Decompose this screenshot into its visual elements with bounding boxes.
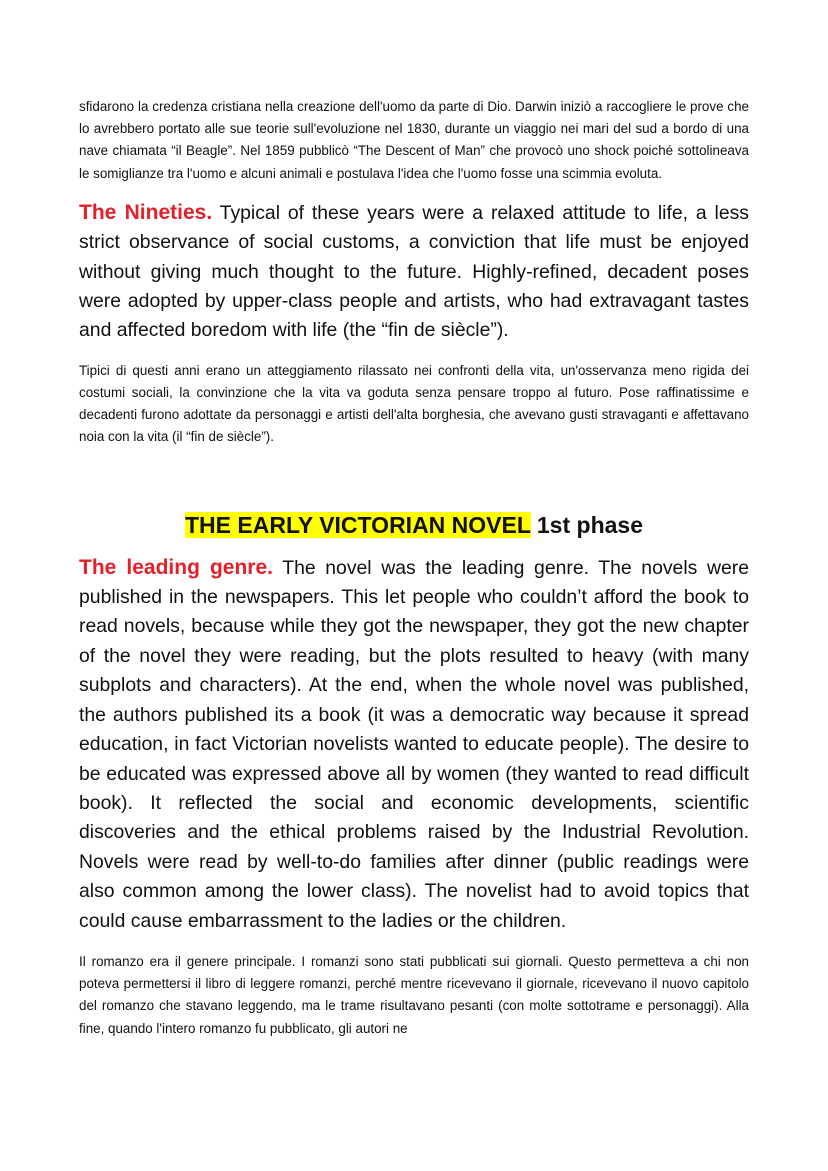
section-heading-highlighted: THE EARLY VICTORIAN NOVEL — [185, 511, 531, 538]
leading-genre-italian-paragraph: Il romanzo era il genere principale. I romanzi sono stati pubblicati sui giornali. Questo permetteva a chi non poteva permettersi il libro di leggere romanzi, perché mentre ricevevano il giornale, ricevevano il nuovo capitolo del romanzo che stavano leggendo, ma le trame risultavano pesanti (con molte sottotrame e personaggi). Alla fine, quando l'intero romanzo fu pubblicato, gli autori ne — [79, 953, 749, 1036]
section-heading-phase: 1st phase — [530, 511, 643, 538]
nineties-body-text: Typical of these years were a relaxed attitude to life, a less strict observance of social customs, a conviction that life must be enjoyed without giving much thought to the future. Highly-refined, decadent poses were adopted by upper-class people and artists, who had extravagant tastes and affected boredom with life (the “fin de siècle”). — [79, 201, 749, 342]
nineties-italian-paragraph: Tipici di questi anni erano un atteggiamento rilassato nei confronti della vita, un'osservanza meno rigida dei costumi sociali, la convinzione che la vita va goduta senza pensare troppo al futuro. Pose raffinatissime e decadenti furono adottate da personaggi e artisti dell'alta borghesia, che avevano gusti stravaganti e affettavano noia con la vita (il “fin de siècle”). — [79, 362, 749, 445]
leading-genre-lead-title: The leading genre. — [79, 555, 273, 579]
document-page — [79, 96, 749, 1040]
leading-genre-body-text: The novel was the leading genre. The novels were published in the newspapers. This let people who couldn’t afford the book to read novels, because while they got the newspaper, they got the new chapter of the novel they were reading, but the plots resulted to heavy (with many subplots and characters). At the end, when the whole novel was published, the authors published its a book (it was a democratic way because it spread education, in fact Victorian novelists wanted to educate people). The desire to be educated was expressed above all by women (they wanted to read difficult book). It reflected the social and economic developments, scientific discoveries and the ethical problems raised by the Industrial Revolution. Novels were read by well-to-do families after dinner (public readings were also common among the lower class). The novelist had to avoid topics that could cause embarrassment to the ladies or the children. — [79, 556, 749, 932]
nineties-lead-title: The Nineties. — [79, 200, 213, 224]
italian-darwin-paragraph: sfidarono la credenza cristiana nella creazione dell'uomo da parte di Dio. Darwin iniziò a raccogliere le prove che lo avrebbero portato alle sue teorie sull'evoluzione nel 1830, durante un viaggio nei mari del sud a bordo di una nave chiamata “il Beagle”. Nel 1859 pubblicò “The Descent of Man” che provocò uno shock poiché sottolineava le somiglianze tra l'uomo e alcuni animali e postulava l'idea che l'uomo fosse una scimmia evoluta. — [79, 99, 749, 181]
nineties-paragraph — [79, 198, 749, 346]
section-heading — [79, 509, 749, 541]
leading-genre-paragraph — [79, 553, 749, 936]
